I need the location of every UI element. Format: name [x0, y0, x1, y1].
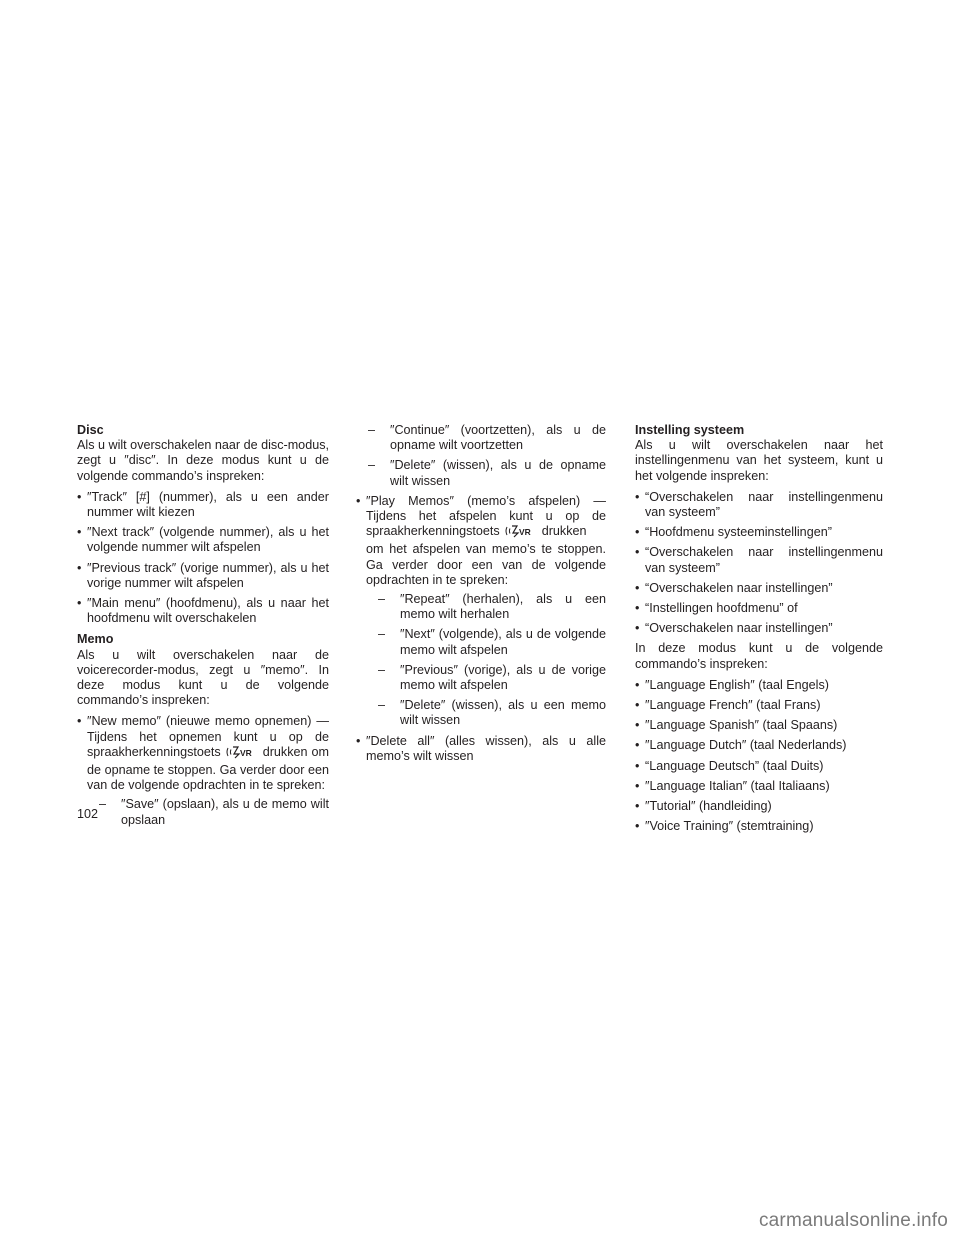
list-item: • “Overschakelen naar instellingen” — [635, 581, 883, 596]
watermark: carmanualsonline.info — [758, 1210, 948, 1231]
list-item: • ″Main menu″ (hoofdmenu), als u naar het hoofdmenu wilt overschakelen — [77, 596, 329, 626]
list-item: • ″Voice Training″ (stemtraining) — [635, 819, 883, 834]
section-heading-disc: Disc — [77, 423, 104, 437]
list-item: • ″Previous track″ (vorige nummer), als u het vorige nummer wilt afspelen — [77, 561, 329, 591]
system-command-list — [635, 678, 883, 835]
list-item: • “Instellingen hoofdmenu” of — [635, 601, 883, 616]
list-item: • ″Language Dutch″ (taal Nederlands) — [635, 738, 883, 753]
list-item-delete-all: • ″Delete all″ (alles wissen), als u alle memo’s wilt wissen — [356, 734, 606, 764]
list-item: – ″Next″ (volgende), als u de volgende memo wilt afspelen — [378, 627, 606, 657]
list-item-play-memos — [356, 494, 606, 729]
list-item: • ″Track″ [#] (nummer), als u een ander nummer wilt kiezen — [77, 490, 329, 520]
list-item: – ″Delete″ (wissen), als u de opname wilt wissen — [368, 458, 606, 488]
column-right — [635, 423, 883, 839]
system-intro-commands: In deze modus kunt u de volgende commando’s inspreken: — [635, 641, 883, 671]
system-intro: Als u wilt overschakelen naar het instellingenmenu van het systeem, kunt u het volgende inspreken: — [635, 438, 883, 483]
column-left — [77, 423, 329, 833]
list-item: • “Hoofdmenu systeeminstellingen” — [635, 525, 883, 540]
play-memos-sublist — [366, 592, 606, 729]
list-item: – ″Continue″ (voortzetten), als u de opname wilt voortzetten — [368, 423, 606, 453]
list-item: • “Overschakelen naar instellingen” — [635, 621, 883, 636]
new-memo-sublist-continued — [356, 423, 606, 489]
list-item: – ″Delete″ (wissen), als u een memo wilt wissen — [378, 698, 606, 728]
list-item: – ″Previous″ (vorige), als u de vorige memo wilt afspelen — [378, 663, 606, 693]
list-item: • ″Next track″ (volgende nummer), als u het volgende nummer wilt afspelen — [77, 525, 329, 555]
disc-command-list — [77, 490, 329, 627]
new-memo-text-post: drukken om de opname te stoppen. Ga verder door een van de volgende opdrachten in te spreken: — [87, 744, 329, 793]
list-item: • “Overschakelen naar instellingenmenu van systeem” — [635, 545, 883, 575]
section-heading-memo: Memo — [77, 632, 114, 647]
list-item-new-memo — [77, 714, 329, 827]
list-item: • “Overschakelen naar instellingenmenu van systeem” — [635, 490, 883, 520]
list-item: • ″Language English″ (taal Engels) — [635, 678, 883, 693]
svg-text:VR: VR — [518, 527, 531, 538]
list-item: • ″Tutorial″ (handleiding) — [635, 799, 883, 814]
voice-recognition-icon — [225, 745, 259, 763]
voice-recognition-icon — [504, 524, 538, 542]
system-phrase-list — [635, 490, 883, 637]
list-item: • ″Language Italian″ (taal Italiaans) — [635, 779, 883, 794]
new-memo-sublist — [87, 797, 329, 827]
list-item: – ″Save″ (opslaan), als u de memo wilt opslaan — [99, 797, 329, 827]
play-memos-text-post: drukken om het afspelen van memo’s te stoppen. Ga verder door een van de volgende opdrachten in te spreken: — [366, 524, 606, 587]
disc-intro: Als u wilt overschakelen naar de disc-modus, zegt u ″disc″. In deze modus kunt u de volgende commando’s inspreken: — [77, 438, 329, 483]
list-item: – ″Repeat″ (herhalen), als u een memo wilt herhalen — [378, 592, 606, 622]
memo-intro: Als u wilt overschakelen naar de voicerecorder-modus, zegt u ″memo″. In deze modus kunt u de volgende commando’s inspreken: — [77, 647, 329, 708]
memo-command-list-continued — [356, 494, 606, 764]
new-memo-text-pre: ″New memo″ (nieuwe memo opnemen) — Tijdens het opnemen kunt u op de spraakherkenningstoets — [87, 714, 329, 759]
list-item: • “Language Deutsch” (taal Duits) — [635, 759, 883, 774]
page-number: 102 — [77, 807, 99, 821]
list-item: • ″Language Spanish″ (taal Spaans) — [635, 718, 883, 733]
play-memos-text-pre: ″Play Memos″ (memo’s afspelen) — Tijdens het afspelen kunt u op de spraakherkenningstoets — [366, 493, 606, 539]
section-heading-system: Instelling systeem — [635, 423, 745, 437]
list-item: • ″Language French″ (taal Frans) — [635, 698, 883, 713]
column-middle — [356, 423, 606, 769]
svg-text:VR: VR — [239, 747, 252, 758]
memo-command-list — [77, 714, 329, 827]
